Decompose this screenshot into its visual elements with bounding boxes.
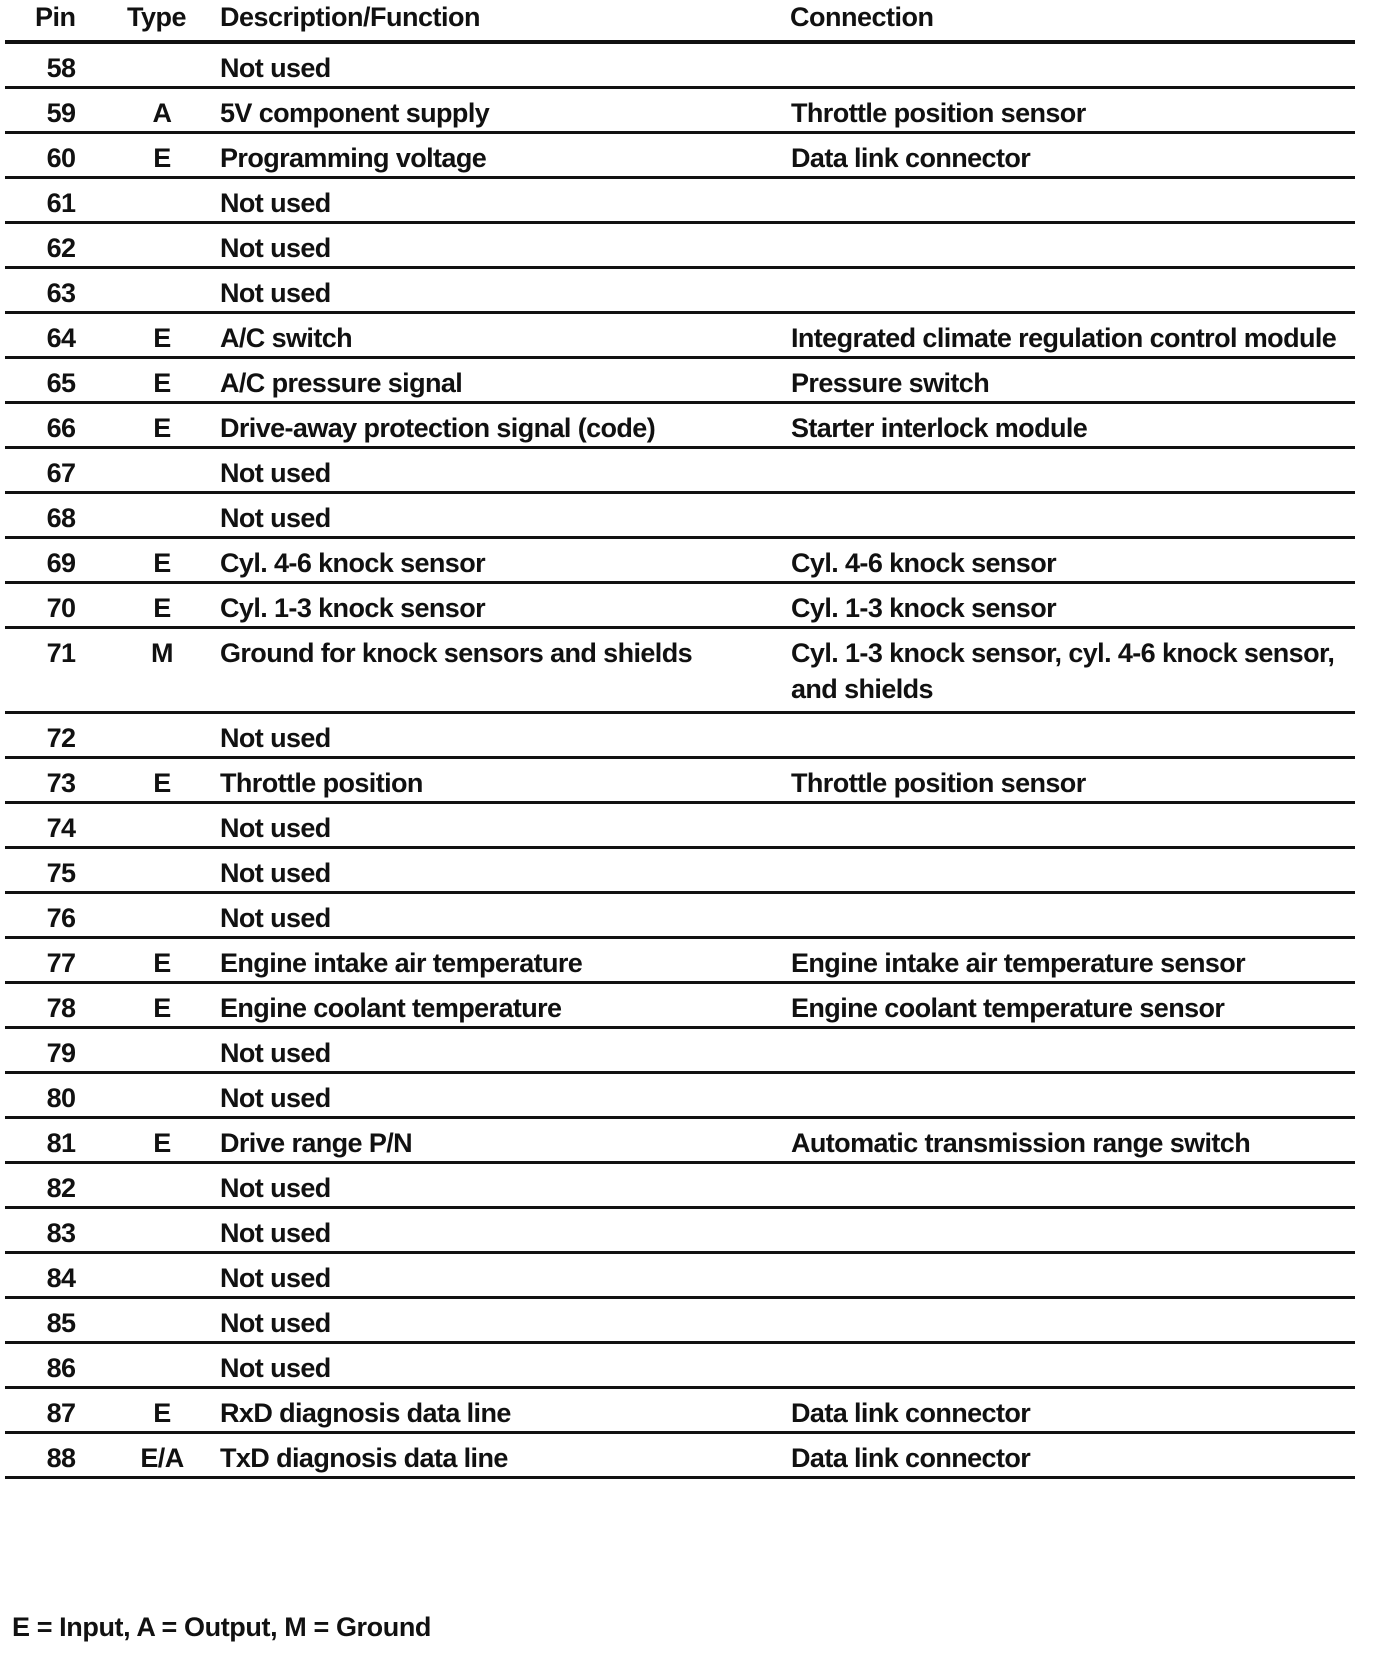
table-row bbox=[5, 984, 1355, 1029]
connection-cell: Cyl. 1-3 knock sensor bbox=[791, 593, 1057, 623]
pin-cell: 63 bbox=[46, 278, 76, 308]
description-cell: 5V component supply bbox=[220, 98, 490, 128]
pin-cell: 70 bbox=[46, 593, 76, 623]
table-row bbox=[5, 1344, 1355, 1389]
description-cell: Not used bbox=[220, 1173, 331, 1203]
table-row bbox=[5, 179, 1355, 224]
table-row bbox=[5, 1164, 1355, 1209]
pin-cell: 67 bbox=[46, 458, 76, 488]
description-cell: Not used bbox=[220, 233, 331, 263]
pin-cell: 80 bbox=[46, 1083, 76, 1113]
type-cell: E bbox=[153, 368, 171, 398]
connection-cell: Automatic transmission range switch bbox=[791, 1128, 1251, 1158]
table-row bbox=[5, 1254, 1355, 1299]
table-header bbox=[5, 0, 1367, 40]
description-cell: Not used bbox=[220, 188, 331, 218]
pin-cell: 87 bbox=[46, 1398, 76, 1428]
description-cell: Not used bbox=[220, 1308, 331, 1338]
table-row bbox=[5, 1389, 1355, 1434]
pin-cell: 78 bbox=[46, 993, 76, 1023]
pin-cell: 86 bbox=[46, 1353, 76, 1383]
description-cell: Engine intake air temperature bbox=[220, 948, 583, 978]
description-cell: Not used bbox=[220, 1083, 331, 1113]
description-cell: Not used bbox=[220, 903, 331, 933]
connection-cell: Throttle position sensor bbox=[791, 768, 1086, 798]
table-row bbox=[5, 44, 1355, 89]
description-cell: Throttle position bbox=[220, 768, 423, 798]
table-row bbox=[5, 804, 1355, 849]
pin-cell: 71 bbox=[46, 638, 76, 668]
table-row bbox=[5, 359, 1355, 404]
connection-cell: Starter interlock module bbox=[791, 413, 1088, 443]
connection-cell: Engine coolant temperature sensor bbox=[791, 993, 1225, 1023]
table-body bbox=[5, 44, 1355, 1479]
pin-cell: 72 bbox=[46, 723, 76, 753]
description-cell: Cyl. 1-3 knock sensor bbox=[220, 593, 486, 623]
table-row bbox=[5, 629, 1355, 714]
description-cell: Programming voltage bbox=[220, 143, 487, 173]
pin-cell: 75 bbox=[46, 858, 76, 888]
description-cell: TxD diagnosis data line bbox=[220, 1443, 508, 1473]
table-row bbox=[5, 494, 1355, 539]
pin-cell: 73 bbox=[46, 768, 76, 798]
description-cell: Not used bbox=[220, 1038, 331, 1068]
header-type: Type bbox=[127, 2, 187, 32]
description-cell: Not used bbox=[220, 813, 331, 843]
pin-cell: 83 bbox=[46, 1218, 76, 1248]
connection-cell: Cyl. 4-6 knock sensor bbox=[791, 548, 1057, 578]
description-cell: Not used bbox=[220, 1353, 331, 1383]
table-row bbox=[5, 1209, 1355, 1254]
description-cell: Not used bbox=[220, 858, 331, 888]
connection-cell: Data link connector bbox=[791, 143, 1031, 173]
description-cell: Not used bbox=[220, 1263, 331, 1293]
description-cell: Not used bbox=[220, 278, 331, 308]
table-row bbox=[5, 849, 1355, 894]
connection-cell: Cyl. 1-3 knock sensor, cyl. 4-6 knock sensor, and shields bbox=[791, 638, 1335, 704]
table-row bbox=[5, 224, 1355, 269]
pin-cell: 68 bbox=[46, 503, 76, 533]
table-row bbox=[5, 539, 1355, 584]
table-row bbox=[5, 1434, 1355, 1479]
description-cell: Drive range P/N bbox=[220, 1128, 413, 1158]
type-legend: E = Input, A = Output, M = Ground bbox=[12, 1612, 432, 1642]
description-cell: Not used bbox=[220, 503, 331, 533]
table-row bbox=[5, 1029, 1355, 1074]
table-row bbox=[5, 759, 1355, 804]
description-cell: A/C pressure signal bbox=[220, 368, 463, 398]
connection-cell: Pressure switch bbox=[791, 368, 990, 398]
connection-cell: Throttle position sensor bbox=[791, 98, 1086, 128]
header-description: Description/Function bbox=[220, 2, 480, 32]
description-cell: Ground for knock sensors and shields bbox=[220, 638, 693, 668]
description-cell: Cyl. 4-6 knock sensor bbox=[220, 548, 486, 578]
type-cell: E bbox=[153, 548, 171, 578]
pin-cell: 60 bbox=[46, 143, 76, 173]
pin-cell: 79 bbox=[46, 1038, 76, 1068]
pin-cell: 84 bbox=[46, 1263, 76, 1293]
connection-cell: Data link connector bbox=[791, 1443, 1031, 1473]
pin-cell: 82 bbox=[46, 1173, 76, 1203]
table-row bbox=[5, 314, 1355, 359]
type-cell: E/A bbox=[140, 1443, 184, 1473]
type-cell: E bbox=[153, 143, 171, 173]
table-row bbox=[5, 89, 1355, 134]
connection-cell: Data link connector bbox=[791, 1398, 1031, 1428]
table-row bbox=[5, 449, 1355, 494]
header-connection: Connection bbox=[790, 2, 934, 32]
pin-cell: 62 bbox=[46, 233, 76, 263]
pin-cell: 58 bbox=[46, 53, 76, 83]
connection-cell: Engine intake air temperature sensor bbox=[791, 948, 1246, 978]
pin-cell: 65 bbox=[46, 368, 76, 398]
type-cell: E bbox=[153, 768, 171, 798]
type-cell: E bbox=[153, 948, 171, 978]
description-cell: Engine coolant temperature bbox=[220, 993, 562, 1023]
type-cell: E bbox=[153, 1128, 171, 1158]
table-row bbox=[5, 894, 1355, 939]
table-row bbox=[5, 269, 1355, 314]
type-cell: E bbox=[153, 413, 171, 443]
table-row bbox=[5, 584, 1355, 629]
description-cell: RxD diagnosis data line bbox=[220, 1398, 511, 1428]
pin-cell: 66 bbox=[46, 413, 76, 443]
pin-assignment-document bbox=[5, 0, 1367, 1479]
pin-cell: 76 bbox=[46, 903, 76, 933]
type-cell: E bbox=[153, 993, 171, 1023]
description-cell: Drive-away protection signal (code) bbox=[220, 413, 656, 443]
type-cell: E bbox=[153, 323, 171, 353]
pin-cell: 59 bbox=[46, 98, 76, 128]
pin-cell: 74 bbox=[46, 813, 76, 843]
table-row bbox=[5, 1074, 1355, 1119]
type-cell: A bbox=[152, 98, 172, 128]
description-cell: Not used bbox=[220, 723, 331, 753]
pin-cell: 61 bbox=[46, 188, 76, 218]
description-cell: Not used bbox=[220, 53, 331, 83]
pin-cell: 69 bbox=[46, 548, 76, 578]
description-cell: Not used bbox=[220, 458, 331, 488]
pin-cell: 64 bbox=[46, 323, 76, 353]
pin-cell: 81 bbox=[46, 1128, 76, 1158]
table-row bbox=[5, 1119, 1355, 1164]
table-row bbox=[5, 714, 1355, 759]
pin-cell: 85 bbox=[46, 1308, 76, 1338]
table-row bbox=[5, 134, 1355, 179]
type-cell: E bbox=[153, 1398, 171, 1428]
connection-cell: Integrated climate regulation control module bbox=[791, 323, 1337, 353]
table-row bbox=[5, 1299, 1355, 1344]
table-row bbox=[5, 939, 1355, 984]
table-row bbox=[5, 404, 1355, 449]
header-pin: Pin bbox=[35, 2, 76, 32]
type-cell: M bbox=[151, 638, 173, 668]
description-cell: Not used bbox=[220, 1218, 331, 1248]
type-cell: E bbox=[153, 593, 171, 623]
pin-cell: 88 bbox=[46, 1443, 76, 1473]
description-cell: A/C switch bbox=[220, 323, 353, 353]
pin-cell: 77 bbox=[46, 948, 76, 978]
